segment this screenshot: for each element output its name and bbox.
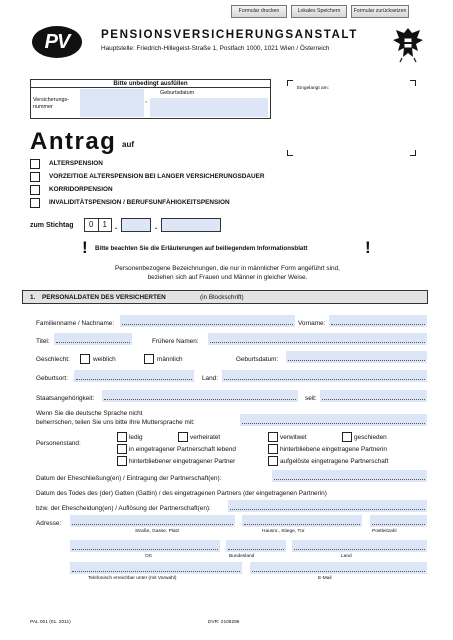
land-label: Land:: [202, 375, 218, 382]
titel-field[interactable]: [54, 333, 132, 345]
geburtsort-field[interactable]: [74, 370, 194, 382]
personenstand-label: Personenstand:: [36, 440, 81, 447]
section-1-hint: (in Blockschrift): [200, 294, 244, 301]
staatsangehoerigkeit-field[interactable]: [102, 390, 298, 402]
muttersprache-label: Wenn Sie die deutsche Sprache nicht beherrschen, teilen Sie uns bitte Ihre Muttersprache mit:: [36, 410, 195, 426]
telefon-field[interactable]: [70, 562, 242, 574]
print-form-button[interactable]: Formular drucken: [231, 5, 287, 18]
eheschliessung-label: Datum der Eheschließung(en) / Eintragung der Partnerschaft(en):: [36, 475, 222, 482]
birthdate-field[interactable]: [150, 98, 268, 117]
email-field[interactable]: [250, 562, 427, 574]
institution-title: PENSIONSVERSICHERUNGSANSTALT: [101, 28, 358, 41]
checkbox-verheiratet[interactable]: [178, 432, 188, 442]
vorname-label: Vorname:: [298, 320, 326, 327]
reset-form-button[interactable]: Formular zurücksetzen: [351, 5, 409, 18]
fruehere-namen-field[interactable]: [208, 333, 427, 345]
vorname-field[interactable]: [329, 315, 427, 327]
ort-field[interactable]: [70, 540, 220, 552]
austrian-eagle-emblem: [390, 24, 426, 64]
checkbox-eingetragene-partnerschaft[interactable]: [117, 444, 127, 454]
plz-field[interactable]: [370, 515, 427, 527]
form-title: Antrag: [30, 128, 117, 155]
checkbox-hinterbliebener-partner[interactable]: [117, 456, 127, 466]
eheschliessung-field[interactable]: [272, 470, 427, 482]
checkbox-ledig[interactable]: [117, 432, 127, 442]
hausnr-field[interactable]: [242, 515, 362, 527]
notice-mark-left: !: [82, 238, 88, 257]
muttersprache-field[interactable]: [240, 414, 427, 426]
scheidung-field[interactable]: [228, 500, 427, 512]
stichtag-month-field[interactable]: [121, 218, 151, 232]
insurance-number-label: Versicherungs- nummer: [33, 97, 69, 110]
notice-mark-right: !: [365, 238, 371, 257]
section-1-title: PERSONALDATEN DES VERSICHERTEN: [42, 294, 166, 301]
geburtsort-label: Geburtsort:: [36, 375, 68, 382]
todesdatum-label: Datum des Todes des (der) Gatten (Gattin) / des eingetragenen Partners (der eingetragenen Partnerin): [36, 490, 327, 497]
familienname-label: Familienname / Nachname:: [36, 320, 115, 327]
fruehere-namen-label: Frühere Namen:: [152, 338, 199, 345]
stichtag-label: zum Stichtag: [30, 222, 74, 229]
seit-field[interactable]: [320, 390, 427, 402]
checkbox-verwitwet[interactable]: [268, 432, 278, 442]
form-title-suffix: auf: [122, 140, 134, 149]
form-id: PAL 001 (01. 2011): [30, 620, 71, 625]
staatsangehoerigkeit-label: Staatsangehörigkeit:: [36, 395, 95, 402]
stichtag-year-field[interactable]: [161, 218, 221, 232]
seit-label: seit:: [305, 395, 317, 402]
checkbox-aufgeloeste-partnerschaft[interactable]: [268, 456, 278, 466]
checkbox-maennlich[interactable]: [144, 354, 154, 364]
checkbox-vorzeitige-alterspension[interactable]: [30, 172, 40, 182]
checkbox-korridorpension[interactable]: [30, 185, 40, 195]
gender-note: Personenbezogene Bezeichnungen, die nur in männlicher Form angeführt sind, beziehen sich auf Frauen und Männer in gleicher Weise.: [115, 265, 340, 281]
geschlecht-label: Geschlecht:: [36, 356, 70, 363]
bundesland-field[interactable]: [226, 540, 286, 552]
birthdate-label: Geburtsdatum: [160, 90, 195, 96]
institution-address: Hauptstelle: Friedrich-Hillegeist-Straße 1, Postfach 1000, 1021 Wien / Österreich: [101, 45, 330, 52]
adresse-label: Adresse:: [36, 520, 62, 527]
checkbox-weiblich[interactable]: [80, 354, 90, 364]
insurance-number-field[interactable]: [80, 89, 144, 117]
titel-label: Titel:: [36, 338, 50, 345]
checkbox-alterspension[interactable]: [30, 159, 40, 169]
checkbox-invaliditaetspension[interactable]: [30, 198, 40, 208]
stichtag-day: 0 1: [84, 218, 112, 232]
land2-field[interactable]: [292, 540, 427, 552]
checkbox-geschieden[interactable]: [342, 432, 352, 442]
option-alterspension: ALTERSPENSION: [49, 160, 103, 167]
scheidung-label: bzw. der Ehescheidung(en) / Auflösung der Partnerschaft(en):: [36, 505, 211, 512]
notice-text: Bitte beachten Sie die Erläuterungen auf beiliegendem Informationsblatt: [95, 245, 308, 252]
option-invaliditaetspension: INVALIDITÄTSPENSION / BERUFSUNFÄHIGKEITSPENSION: [49, 199, 230, 206]
strasse-field[interactable]: [70, 515, 235, 527]
geburtsdatum-field[interactable]: [286, 351, 427, 363]
option-korridorpension: KORRIDORPENSION: [49, 186, 113, 193]
checkbox-hinterbliebene-partnerin[interactable]: [268, 444, 278, 454]
geburtsdatum-label: Geburtsdatum:: [236, 356, 279, 363]
dvr-number: DVR: 2108296: [208, 620, 240, 625]
received-label: Eingelangt am:: [297, 86, 329, 91]
pv-logo: PV: [32, 26, 82, 58]
option-vorzeitige-alterspension: VORZEITIGE ALTERSPENSION BEI LANGER VERSICHERUNGSDAUER: [49, 173, 265, 180]
save-locally-button[interactable]: Lokales Speichern: [291, 5, 347, 18]
mandatory-heading: Bitte unbedingt ausfüllen: [113, 80, 188, 87]
familienname-field[interactable]: [120, 315, 295, 327]
land-field[interactable]: [222, 370, 427, 382]
